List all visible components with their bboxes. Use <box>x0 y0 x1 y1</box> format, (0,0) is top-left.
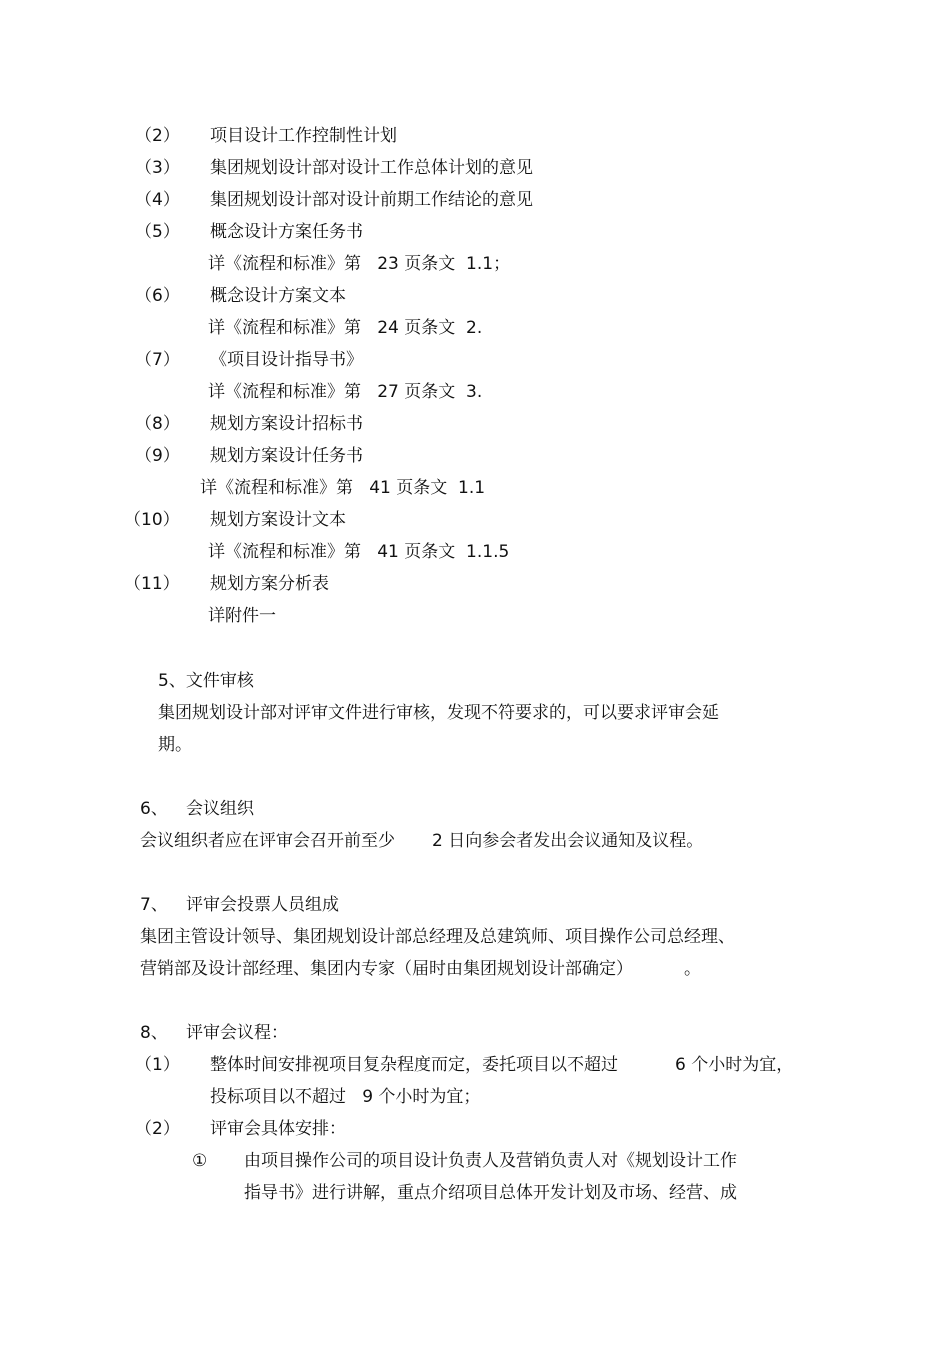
item-text: 概念设计方案任务书 <box>210 222 363 242</box>
item-number: （2） <box>135 1119 180 1139</box>
item-detail: 详《流程和标准》第 24 页条文 2. <box>208 318 483 338</box>
item-text: 6 个小时为宜， <box>675 1055 794 1075</box>
paragraph-line: 集团主管设计领导、集团规划设计部总经理及总建筑师、项目操作公司总经理、 <box>140 927 735 947</box>
item-text: 概念设计方案文本 <box>210 286 346 306</box>
item-text: 项目设计工作控制性计划 <box>210 126 397 146</box>
item-number: （7） <box>135 350 180 370</box>
section-title: 会议组织 <box>186 799 254 819</box>
item-detail: 详《流程和标准》第 23 页条文 1.1； <box>208 254 511 274</box>
item-number: （5） <box>135 222 180 242</box>
item-text: 规划方案设计招标书 <box>210 414 363 434</box>
section-title: 评审会投票人员组成 <box>186 895 339 915</box>
item-text: 规划方案设计文本 <box>210 510 346 530</box>
paragraph-line: 营销部及设计部经理、集团内专家（届时由集团规划设计部确定） <box>140 959 633 979</box>
item-number: （8） <box>135 414 180 434</box>
item-text: 评审会具体安排： <box>210 1119 346 1139</box>
item-number: （10） <box>124 510 180 530</box>
sub-item-text: 由项目操作公司的项目设计负责人及营销负责人对《规划设计工作 <box>244 1151 737 1171</box>
section-number: 6、 <box>140 799 168 819</box>
item-detail: 详《流程和标准》第 41 页条文 1.1 <box>200 478 486 498</box>
item-number: （4） <box>135 190 180 210</box>
item-detail: 详《流程和标准》第 27 页条文 3. <box>208 382 483 402</box>
paragraph-line: 。 <box>684 959 701 979</box>
paragraph-line: 会议组织者应在评审会召开前至少 <box>140 831 395 851</box>
item-text: 集团规划设计部对设计工作总体计划的意见 <box>210 158 533 178</box>
item-text: 规划方案分析表 <box>210 574 329 594</box>
section-title: 评审会议程： <box>186 1023 288 1043</box>
paragraph-line: 2 日向参会者发出会议通知及议程。 <box>432 831 704 851</box>
item-text: 《项目设计指导书》 <box>210 350 363 370</box>
item-text: 集团规划设计部对设计前期工作结论的意见 <box>210 190 533 210</box>
item-detail: 详《流程和标准》第 41 页条文 1.1.5 <box>208 542 510 562</box>
section-heading: 5、文件审核 <box>158 671 254 691</box>
item-text: 整体时间安排视项目复杂程度而定，委托项目以不超过 <box>210 1055 618 1075</box>
paragraph-line: 期。 <box>158 735 192 755</box>
section-number: 7、 <box>140 895 168 915</box>
item-number: （11） <box>124 574 180 594</box>
paragraph-line: 集团规划设计部对评审文件进行审核，发现不符要求的，可以要求评审会延 <box>158 703 719 723</box>
section-number: 8、 <box>140 1023 168 1043</box>
item-text: 投标项目以不超过 9 个小时为宜； <box>210 1087 481 1107</box>
sub-item-marker: ① <box>192 1151 208 1171</box>
item-number: （3） <box>135 158 180 178</box>
sub-item-text: 指导书》进行讲解，重点介绍项目总体开发计划及市场、经营、成 <box>244 1183 737 1203</box>
item-number: （6） <box>135 286 180 306</box>
item-number: （2） <box>135 126 180 146</box>
item-text: 规划方案设计任务书 <box>210 446 363 466</box>
item-detail: 详附件一 <box>208 606 276 626</box>
item-number: （9） <box>135 446 180 466</box>
item-number: （1） <box>135 1055 180 1075</box>
